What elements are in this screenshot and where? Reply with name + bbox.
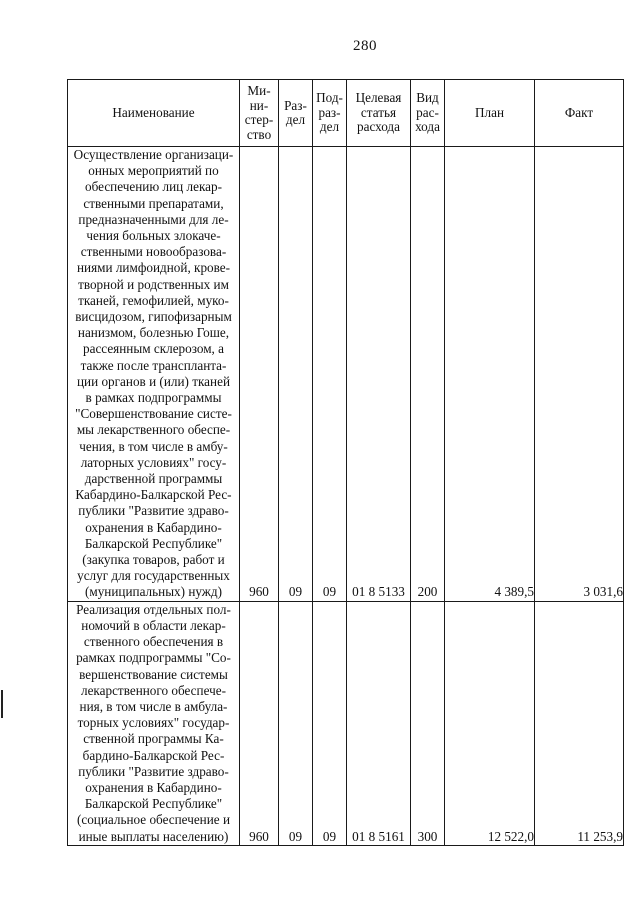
text-line: Раз- <box>284 97 307 113</box>
text-line: дел <box>285 112 306 127</box>
header-target-article <box>347 80 411 147</box>
text-line: номочий в области лекар- <box>81 617 226 633</box>
text-line: ственной программы Ка- <box>83 731 224 747</box>
text-line: вершенствование системы <box>79 666 228 682</box>
row-section: 09 <box>279 147 313 602</box>
text-line: чения, в том числе в амбу- <box>79 438 228 454</box>
row-section: 09 <box>279 601 313 845</box>
text-line: Реализация отдельных пол- <box>76 601 231 617</box>
text-line: лекарственного обеспече- <box>80 682 226 698</box>
text-line: висцидозом, гипофизарным <box>75 309 232 325</box>
text-line: публики "Развитие здраво- <box>78 763 229 779</box>
text-line: Целевая <box>355 90 402 106</box>
row-expense-type: 200 <box>411 147 445 602</box>
text-line: ния, в том числе в амбула- <box>79 698 228 714</box>
budget-table <box>67 79 624 846</box>
text-line: расхода <box>357 119 400 135</box>
text-line: Балкарской Республике" <box>84 535 223 551</box>
text-line: рас- <box>416 104 439 120</box>
scan-margin-mark <box>1 690 3 718</box>
row-name <box>68 147 240 602</box>
text-line: дарственной программы <box>84 471 223 487</box>
header-subsection <box>313 80 347 147</box>
row-target-article: 01 8 5133 <box>347 147 411 602</box>
row-ministry: 960 <box>240 147 279 602</box>
header-section <box>279 80 313 147</box>
text-line: нанизмом, болезнью Гоше, <box>77 325 230 341</box>
text-line: ственными препаратами, <box>83 195 224 211</box>
text-line: раз- <box>318 104 341 120</box>
page-number: 280 <box>353 38 377 54</box>
text-line: бардино-Балкарской Рес- <box>82 747 225 763</box>
row-plan: 4 389,5 <box>445 147 535 602</box>
row-subsection: 09 <box>313 147 347 602</box>
text-line: также после транспланта- <box>80 357 227 373</box>
row-expense-type: 300 <box>411 601 445 845</box>
row-target-article: 01 8 5161 <box>347 601 411 845</box>
text-line: иные выплаты населению) <box>78 828 229 844</box>
text-line: стер- <box>244 112 274 127</box>
text-line: (закупка товаров, работ и <box>82 552 225 568</box>
row-subsection: 09 <box>313 601 347 845</box>
text-line: творной и родственных им <box>78 276 229 292</box>
text-line: публики "Развитие здраво- <box>78 503 229 519</box>
text-line: обеспечению лиц лекар- <box>85 179 222 195</box>
header-fact: Факт <box>535 80 624 147</box>
text-line: рамках подпрограммы "Со- <box>76 650 231 666</box>
text-line: Вид <box>416 90 439 106</box>
text-line: ственного обеспечения в <box>83 634 224 650</box>
text-line: Кабардино-Балкарской Рес- <box>75 487 232 503</box>
text-line: охранения в Кабардино- <box>85 779 222 795</box>
text-line: статья <box>360 104 397 120</box>
text-line: Под- <box>316 90 343 106</box>
text-line: услуг для государственных <box>77 568 230 584</box>
text-line: мы лекарственного обеспе- <box>76 422 231 438</box>
row-name <box>68 601 240 845</box>
text-line: Осуществление организаци- <box>73 147 234 162</box>
text-line: ство <box>246 126 272 142</box>
text-line: Ми- <box>247 83 271 98</box>
table-row <box>68 147 624 602</box>
row-fact: 11 253,9 <box>535 601 624 845</box>
header-ministry <box>240 80 279 147</box>
text-line: охранения в Кабардино- <box>85 519 222 535</box>
header-expense-type <box>411 80 445 147</box>
text-line: онных мероприятий по <box>88 163 219 179</box>
text-line: ниями лимфоидной, крове- <box>76 260 231 276</box>
text-line: Балкарской Республике" <box>84 796 223 812</box>
text-line: рассеянным склерозом, а <box>83 341 224 357</box>
text-line: в рамках подпрограммы <box>85 390 222 406</box>
row-fact: 3 031,6 <box>535 147 624 602</box>
text-line: ции органов и (или) тканей <box>76 373 230 389</box>
text-line: дел <box>319 119 340 135</box>
text-line: хода <box>415 119 440 135</box>
text-line: чения больных злокаче- <box>86 228 221 244</box>
text-line: "Совершенствование систе- <box>75 406 232 422</box>
header-name: Наименование <box>68 80 240 147</box>
row-ministry: 960 <box>240 601 279 845</box>
text-line: ни- <box>249 97 269 113</box>
text-line: (социальное обеспечение и <box>76 812 231 828</box>
table-header-row <box>68 80 624 147</box>
text-line: ственными новообразова- <box>80 244 227 260</box>
text-line: (муниципальных) нужд) <box>84 584 223 600</box>
row-plan: 12 522,0 <box>445 601 535 845</box>
text-line: тканей, гемофилией, муко- <box>78 292 229 308</box>
header-plan: План <box>445 80 535 147</box>
text-line: предназначенными для ле- <box>78 211 229 227</box>
text-line: латорных условиях" госу- <box>80 454 227 470</box>
text-line: торных условиях" государ- <box>77 715 230 731</box>
table-row <box>68 601 624 845</box>
